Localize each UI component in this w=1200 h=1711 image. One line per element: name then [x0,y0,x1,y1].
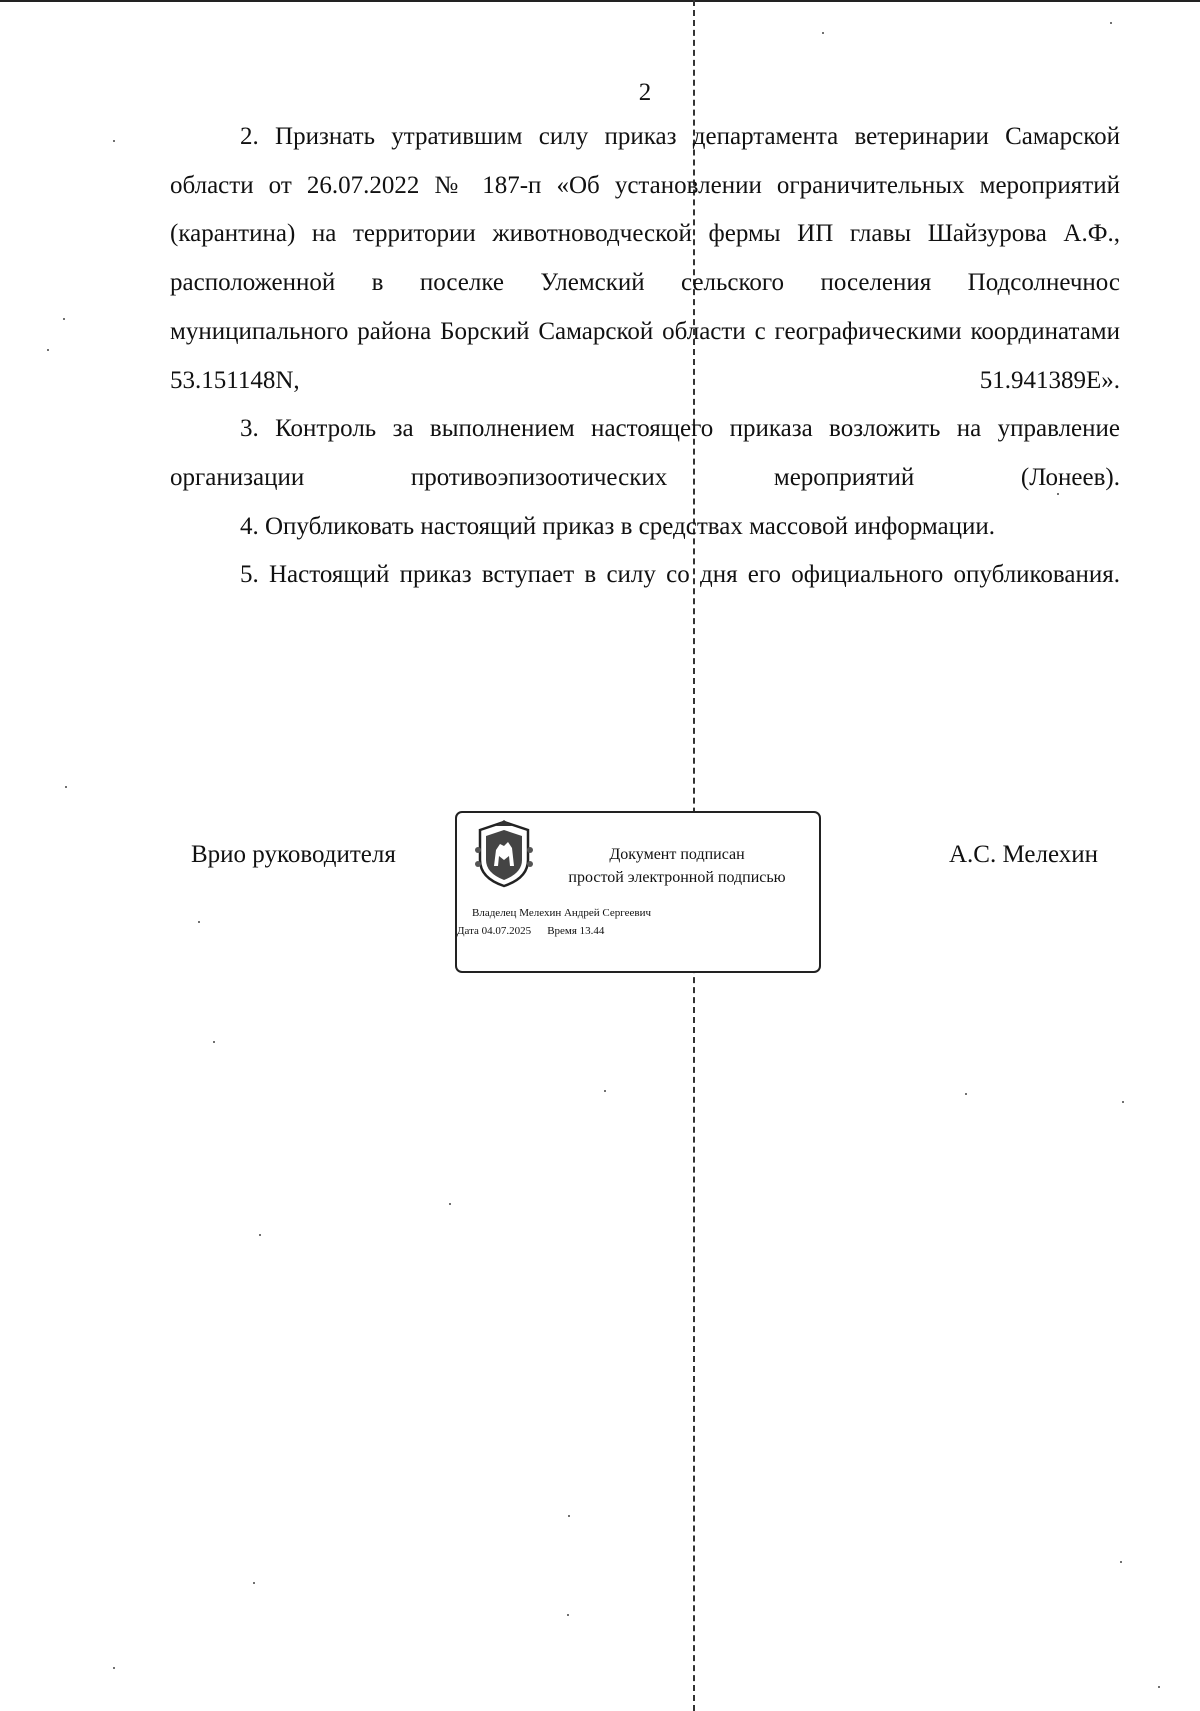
stamp-owner: Владелец Мелехин Андрей Сергеевич [472,907,652,919]
signature-block [0,810,1200,980]
stamp-time: Время 13.44 [547,925,605,937]
stamp-date: Дата 04.07.2025 [457,925,532,937]
page-number: 2 [638,79,652,106]
paragraph-5: 5. Настоящий приказ вступает в силу со дня его официального опубликования. [240,561,1120,589]
stamp-heading [537,843,817,889]
signer-name: А.С. Мелехин [949,841,1098,868]
order-body [170,113,1120,600]
stamp-date-time [457,922,817,940]
stamp-line-1: Документ подписан [609,846,745,863]
page-top-edge [0,0,1200,2]
paragraph-4: 4. Опубликовать настоящий приказ в средствах массовой информации. [240,512,996,540]
coat-of-arms-icon [472,820,536,888]
stamp-details [457,904,817,940]
stamp-line-2: простой электронной подписью [568,869,786,886]
electronic-signature-stamp [455,811,821,973]
paragraph-3: 3. Контроль за выполнением настоящего приказа возложить на управление организации противоэпизоотических мероприятий (Лонеев). [170,415,1120,491]
paragraph-2: 2. Признать утратившим силу приказ департамента ветеринарии Самарской области от 26.07.2022 № 187-п «Об установлении ограничительных мероприятий (карантина) на территории животноводческой фермы ИП главы Шайзурова А.Ф., расположенной в поселке Улемский сельского поселения Подсолнечнос муниципального района Борский Самарской области с географическими координатами 53.151148N, 51.941389E». [170,123,1120,394]
signer-position: Врио руководителя [191,841,396,868]
